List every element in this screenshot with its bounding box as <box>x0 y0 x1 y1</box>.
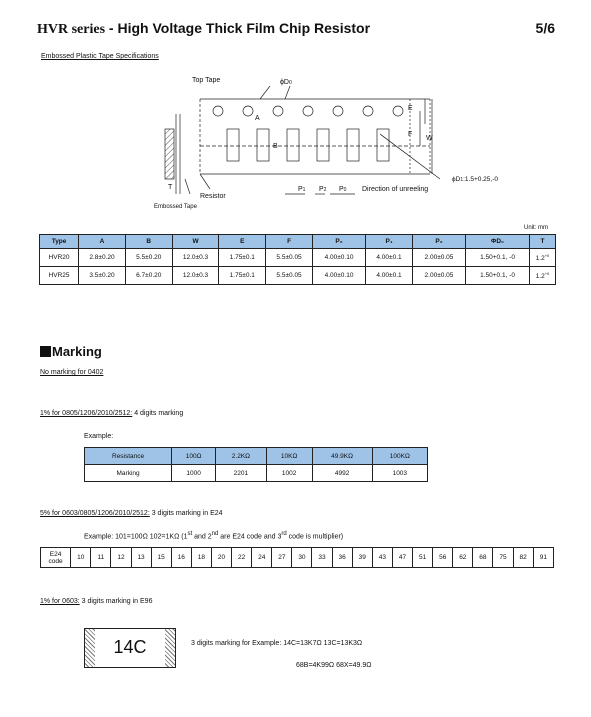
tape-diagram <box>140 74 540 214</box>
pocket <box>377 129 389 161</box>
t-label: T <box>168 184 173 191</box>
f-label: F <box>408 131 413 138</box>
spec-header-cell: P₁ <box>366 235 413 249</box>
spec-cell: 12.0±0.3 <box>172 249 219 267</box>
d1-label: ϕD1:1.5+0.25,-0 <box>452 176 498 183</box>
four-digit-note: 1% for 0805/1206/2010/2512: 4 digits marking <box>40 410 184 417</box>
marking-header-cell: 100KΩ <box>372 448 427 465</box>
spec-row <box>40 267 556 285</box>
sprocket-hole <box>303 106 313 116</box>
title-rest: - High Voltage Thick Film Chip Resistor <box>105 20 371 36</box>
marking-cell: Marking <box>85 465 172 482</box>
pocket <box>317 129 329 161</box>
e24-code-cell: 20 <box>211 548 231 568</box>
marking-cell: 1002 <box>266 465 312 482</box>
e24-code-cell: 33 <box>312 548 332 568</box>
marking-header-cell: 2.2KΩ <box>216 448 267 465</box>
tape-spec-table <box>39 234 556 285</box>
spec-cell: 5.5±0.05 <box>266 249 313 267</box>
spec-cell: $1.2^{+0}$ <box>529 267 555 285</box>
e24-code-cell: 56 <box>433 548 453 568</box>
spec-cell: 5.5±0.05 <box>266 267 313 285</box>
e24-code-header: E24 code <box>41 548 71 568</box>
spec-cell: 2.00±0.05 <box>412 267 465 285</box>
b-label: B <box>273 143 278 150</box>
leader-line <box>185 179 190 194</box>
chip-label: 14C <box>113 637 147 657</box>
e24-code-cell: 62 <box>453 548 473 568</box>
e24-code-cell: 16 <box>171 548 191 568</box>
e24-code-cell: 27 <box>272 548 292 568</box>
sprocket-hole <box>333 106 343 116</box>
spec-header-cell: P₂ <box>412 235 465 249</box>
spec-cell: 1.50+0.1, -0 <box>466 249 530 267</box>
e24-code-cell: 18 <box>191 548 211 568</box>
example-label: Example: <box>84 433 114 440</box>
pocket <box>227 129 239 161</box>
spec-cell: HVR25 <box>40 267 79 285</box>
e24-code-cell: 12 <box>111 548 131 568</box>
marking-header-cell: 10KΩ <box>266 448 312 465</box>
spec-cell: 4.00±0.10 <box>312 267 365 285</box>
e-label: E <box>408 105 413 112</box>
spec-header-cell: ΦD₀ <box>466 235 530 249</box>
marking-cell: 1000 <box>172 465 216 482</box>
e96-example-line1: 3 digits marking for Example: 14C=13K7Ω 13C=13K3Ω <box>191 640 363 647</box>
pocket <box>257 129 269 161</box>
marking-table <box>84 447 428 482</box>
direction-label: Direction of unreeling <box>362 186 429 193</box>
spec-cell: 6.7±0.20 <box>125 267 172 285</box>
spec-cell: 5.5±0.20 <box>125 249 172 267</box>
e24-code-cell: 47 <box>392 548 412 568</box>
spec-header-cell: Type <box>40 235 79 249</box>
spec-row <box>40 249 556 267</box>
marking-header-cell: 49.9KΩ <box>312 448 372 465</box>
p1-label: P1 <box>298 186 306 193</box>
e24-code-cell: 13 <box>131 548 151 568</box>
sprocket-hole <box>243 106 253 116</box>
chip-marking-example <box>84 628 176 668</box>
spec-header-cell: W <box>172 235 219 249</box>
page-number: 5/6 <box>535 20 555 36</box>
e24-code-cell: 91 <box>533 548 553 568</box>
spec-cell: 1.75±0.1 <box>219 249 266 267</box>
spec-cell: HVR20 <box>40 249 79 267</box>
spec-cell: 3.5±0.20 <box>79 267 126 285</box>
spec-cell: 4.00±0.1 <box>366 249 413 267</box>
a-label: A <box>255 115 260 122</box>
e24-code-cell: 68 <box>473 548 493 568</box>
embossed-tape-label: Embossed Tape <box>154 204 197 210</box>
e24-code-cell: 24 <box>252 548 272 568</box>
spec-header-cell: F <box>266 235 313 249</box>
e24-note: 5% for 0603/0805/1206/2010/2512: 3 digits marking in E24 <box>40 510 223 517</box>
marking-cell: 4992 <box>312 465 372 482</box>
spec-cell: 2.00±0.05 <box>412 249 465 267</box>
spec-header-cell: T <box>529 235 555 249</box>
marking-cell: 1003 <box>372 465 427 482</box>
no-marking-note: No marking for 0402 <box>40 369 104 376</box>
e24-code-cell: 82 <box>513 548 533 568</box>
e24-code-cell: 39 <box>352 548 372 568</box>
marking-heading: Marking <box>40 344 102 359</box>
sprocket-hole <box>363 106 373 116</box>
sprocket-hole <box>213 106 223 116</box>
spec-cell: 2.8±0.20 <box>79 249 126 267</box>
unit-label: Unit: mm <box>524 225 548 231</box>
sprocket-hole <box>393 106 403 116</box>
pocket <box>287 129 299 161</box>
e96-note: 1% for 0603: 3 digits marking in E96 <box>40 598 153 605</box>
spec-cell: 1.75±0.1 <box>219 267 266 285</box>
top-tape-label: Top Tape <box>192 77 221 84</box>
e24-code-cell: 51 <box>413 548 433 568</box>
page-title <box>37 20 370 38</box>
top-tape-leader <box>260 86 270 99</box>
e24-code-cell: 43 <box>372 548 392 568</box>
spec-header-cell: B <box>125 235 172 249</box>
series-name: HVR series <box>37 22 106 37</box>
tape-side-hatch <box>165 129 174 179</box>
spec-cell: 4.00±0.1 <box>366 267 413 285</box>
pocket <box>347 129 359 161</box>
e24-code-table <box>40 547 554 568</box>
e24-code-cell: 30 <box>292 548 312 568</box>
sprocket-hole <box>273 106 283 116</box>
w-label: W <box>426 135 433 142</box>
marking-cell: 2201 <box>216 465 267 482</box>
d0-label: ϕD0 <box>280 79 292 86</box>
e24-code-cell: 22 <box>232 548 252 568</box>
marking-header-cell: Resistance <box>85 448 172 465</box>
square-bullet-icon <box>40 346 51 357</box>
e24-code-cell: 36 <box>332 548 352 568</box>
e24-code-cell: 10 <box>71 548 91 568</box>
tape-section-title: Embossed Plastic Tape Specifications <box>41 53 159 60</box>
e24-example: Example: 101=100Ω 102=1KΩ (1st and 2nd are E24 code and 3rd code is multiplier) <box>84 531 344 541</box>
spec-cell: 1.50+0.1, -0 <box>466 267 530 285</box>
spec-cell: 12.0±0.3 <box>172 267 219 285</box>
spec-header-cell: A <box>79 235 126 249</box>
leader-line <box>200 174 210 189</box>
e24-code-cell: 15 <box>151 548 171 568</box>
e96-example-line2: 68B=4K99Ω 68X=49.9Ω <box>296 662 372 669</box>
spec-cell: 4.00±0.10 <box>312 249 365 267</box>
spec-header-cell: P₀ <box>312 235 365 249</box>
e24-code-cell: 75 <box>493 548 513 568</box>
d0-leader <box>285 86 290 99</box>
p0-label: P0 <box>339 186 347 193</box>
spec-header-cell: E <box>219 235 266 249</box>
p2-label: P2 <box>319 186 327 193</box>
resistor-label: Resistor <box>200 193 226 200</box>
marking-header-cell: 100Ω <box>172 448 216 465</box>
spec-cell: $1.2^{+0}$ <box>529 249 555 267</box>
e24-code-cell: 11 <box>91 548 111 568</box>
